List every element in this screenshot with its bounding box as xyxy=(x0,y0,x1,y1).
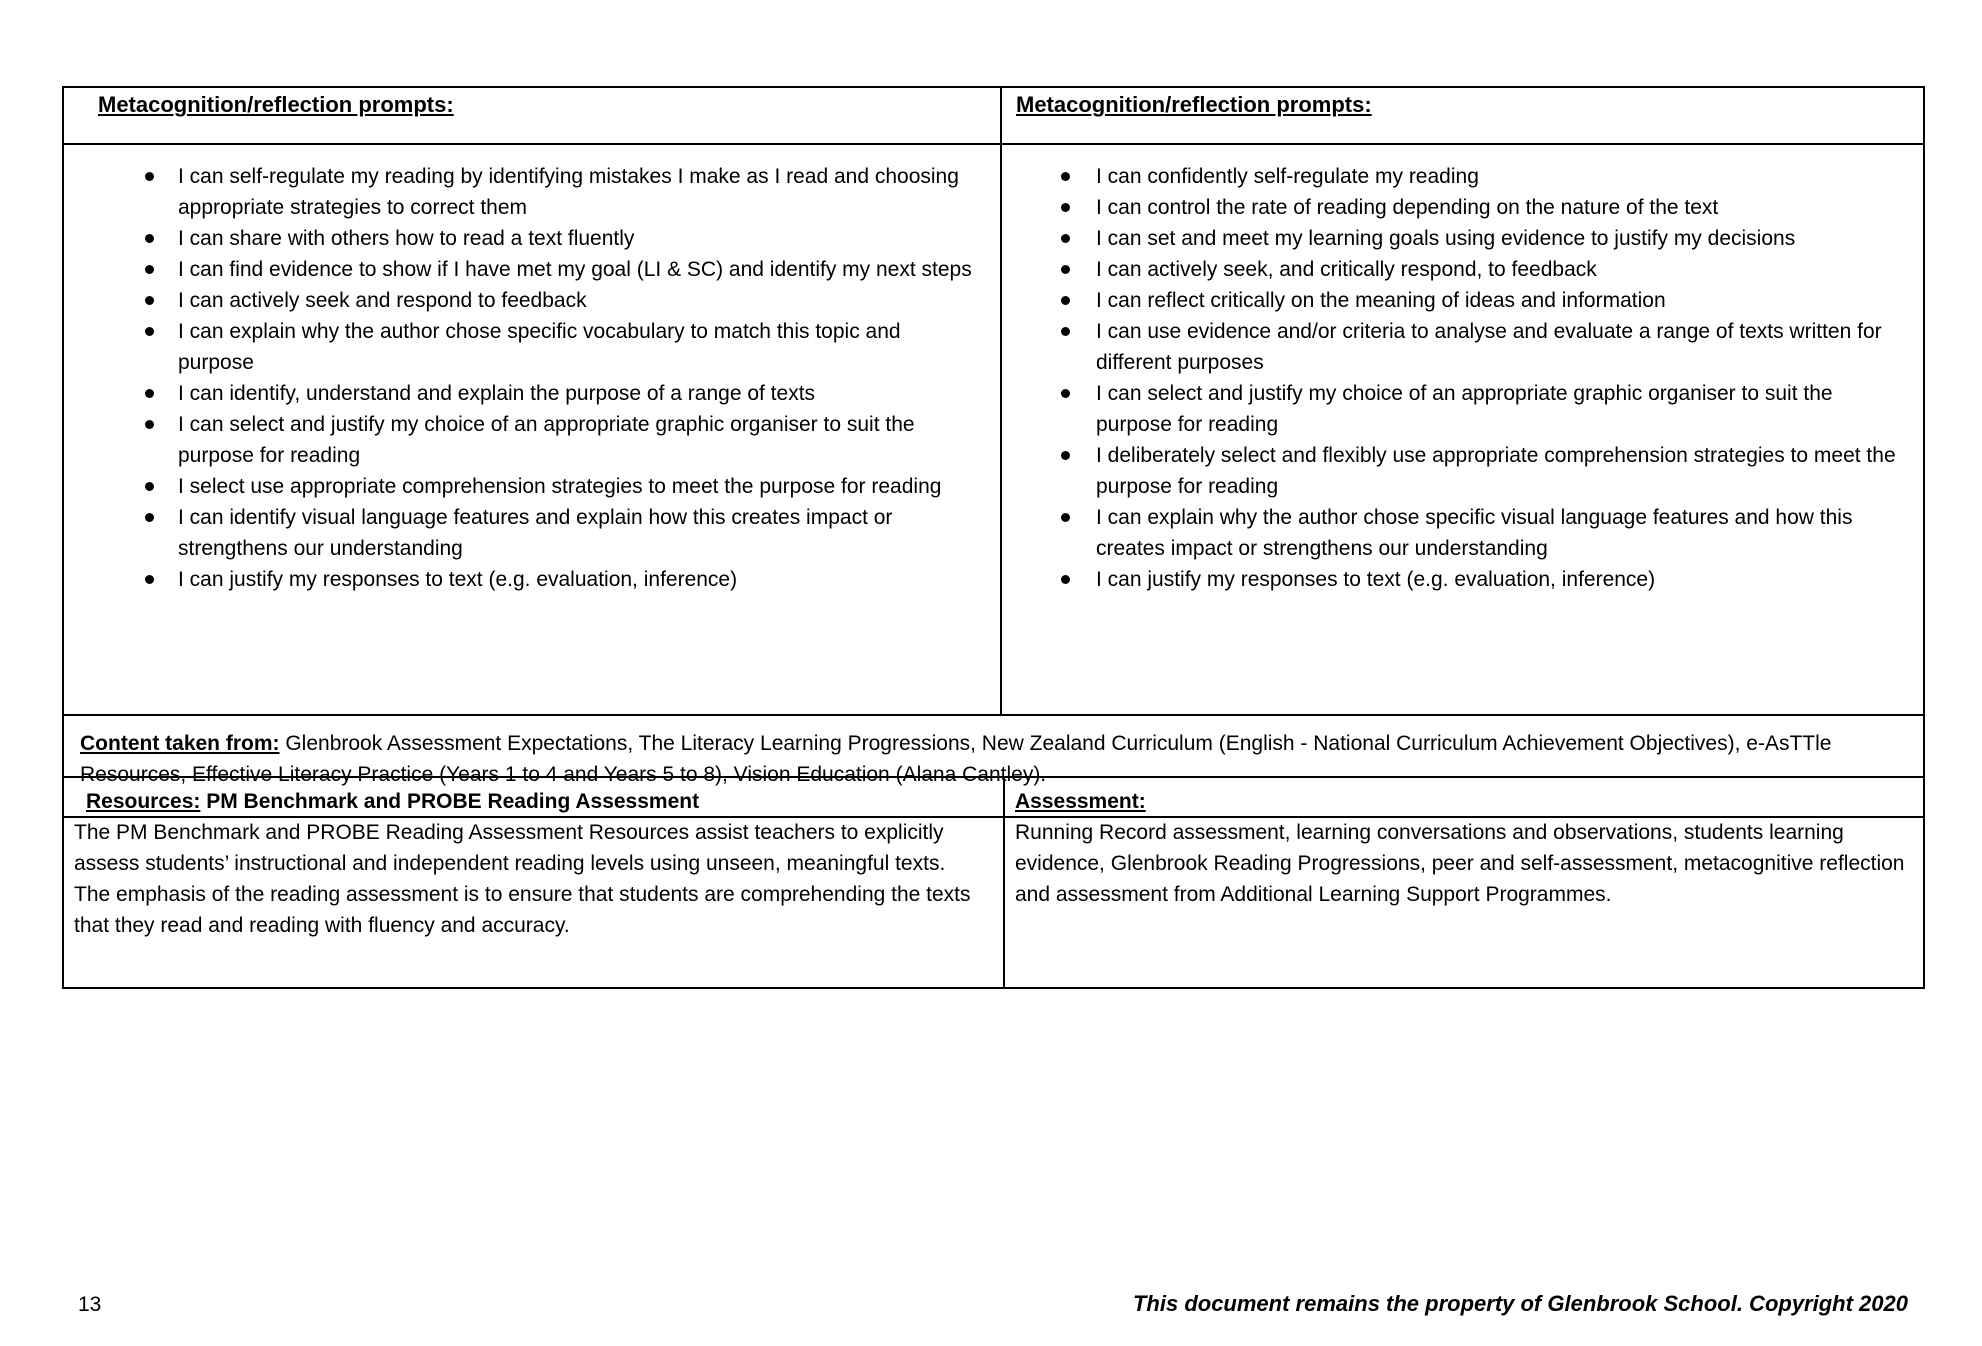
prompt-item: I can identify visual language features and explain how this creates impact or strengthens our understanding xyxy=(65,502,999,564)
copyright-note: This document remains the property of Glenbrook School. Copyright 2020 xyxy=(1132,1291,1908,1316)
assessment-cell xyxy=(1004,777,1924,988)
prompts-header-row xyxy=(63,87,1924,144)
prompt-item: I can explain why the author chose specific visual language features and how this creates impact or strengthens our understanding xyxy=(1003,502,1922,564)
prompts-header-cell-left xyxy=(63,87,1001,144)
prompts-header-right: Metacognition/reflection prompts: xyxy=(1016,92,1372,117)
content-source-label: Content taken from: xyxy=(80,732,280,755)
resources-title-text: PM Benchmark and PROBE Reading Assessment xyxy=(200,790,700,813)
prompt-item: I can use evidence and/or criteria to analyse and evaluate a range of texts written for different purposes xyxy=(1003,316,1922,378)
resources-title-line xyxy=(74,786,985,817)
prompt-item: I can self-regulate my reading by identifying mistakes I make as I read and choosing appropriate strategies to correct them xyxy=(65,161,999,223)
resources-cell xyxy=(63,777,1004,988)
page-footer xyxy=(78,1288,1908,1320)
page-number: 13 xyxy=(78,1293,102,1316)
prompt-item: I select use appropriate comprehension strategies to meet the purpose for reading xyxy=(65,471,999,502)
assessment-body: Running Record assessment, learning conversations and observations, students learning evidence, Glenbrook Reading Progressions, peer and self-assessment, metacognitive reflection and assessment from Additional Learning Support Programmes. xyxy=(1015,821,1905,906)
prompt-item: I can explain why the author chose specific vocabulary to match this topic and purpose xyxy=(65,316,999,378)
prompt-item: I can justify my responses to text (e.g. evaluation, inference) xyxy=(1003,564,1922,595)
prompt-item: I can control the rate of reading depending on the nature of the text xyxy=(1003,192,1922,223)
prompt-item: I can set and meet my learning goals using evidence to justify my decisions xyxy=(1003,223,1922,254)
prompt-item: I can select and justify my choice of an appropriate graphic organiser to suit the purpose for reading xyxy=(1003,378,1922,440)
prompts-list-right xyxy=(1003,161,1922,595)
assessment-label: Assessment: xyxy=(1015,790,1146,813)
prompts-header-left: Metacognition/reflection prompts: xyxy=(98,92,454,117)
prompts-cell-right xyxy=(1001,144,1924,715)
prompt-item: I can actively seek and respond to feedback xyxy=(65,285,999,316)
prompt-item: I can identify, understand and explain the purpose of a range of texts xyxy=(65,378,999,409)
resources-assessment-row xyxy=(63,777,1924,988)
content-source-text: Glenbrook Assessment Expectations, The Literacy Learning Progressions, New Zealand Curriculum (English - National Curriculum Achievement Objectives), e-AsTTle Resources, Effective Literacy Practice (Years 1 to 4 and Years 5 to 8), Vision Education (Alana Cantley). xyxy=(80,732,1832,786)
resources-body: The PM Benchmark and PROBE Reading Assessment Resources assist teachers to explicitly assess students’ instructional and independent reading levels using unseen, meaningful texts. The emphasis of the reading assessment is to ensure that students are comprehending the texts that they read and reading with fluency and accuracy. xyxy=(74,821,971,937)
prompt-item: I can reflect critically on the meaning of ideas and information xyxy=(1003,285,1922,316)
prompt-item: I can find evidence to show if I have met my goal (LI & SC) and identify my next steps xyxy=(65,254,999,285)
prompt-item: I can actively seek, and critically respond, to feedback xyxy=(1003,254,1922,285)
prompts-table xyxy=(62,86,1925,818)
prompt-item: I can confidently self-regulate my reading xyxy=(1003,161,1922,192)
prompts-body-row xyxy=(63,144,1924,715)
prompts-list-left xyxy=(65,161,999,595)
prompt-item: I can select and justify my choice of an appropriate graphic organiser to suit the purpose for reading xyxy=(65,409,999,471)
prompt-item: I can share with others how to read a text fluently xyxy=(65,223,999,254)
prompt-item: I deliberately select and flexibly use appropriate comprehension strategies to meet the purpose for reading xyxy=(1003,440,1922,502)
resources-label: Resources: xyxy=(86,790,201,813)
prompts-cell-left xyxy=(63,144,1001,715)
prompt-item: I can justify my responses to text (e.g. evaluation, inference) xyxy=(65,564,999,595)
prompts-header-cell-right xyxy=(1001,87,1924,144)
assessment-label-line xyxy=(1015,786,1905,817)
resources-assessment-table xyxy=(62,776,1925,989)
